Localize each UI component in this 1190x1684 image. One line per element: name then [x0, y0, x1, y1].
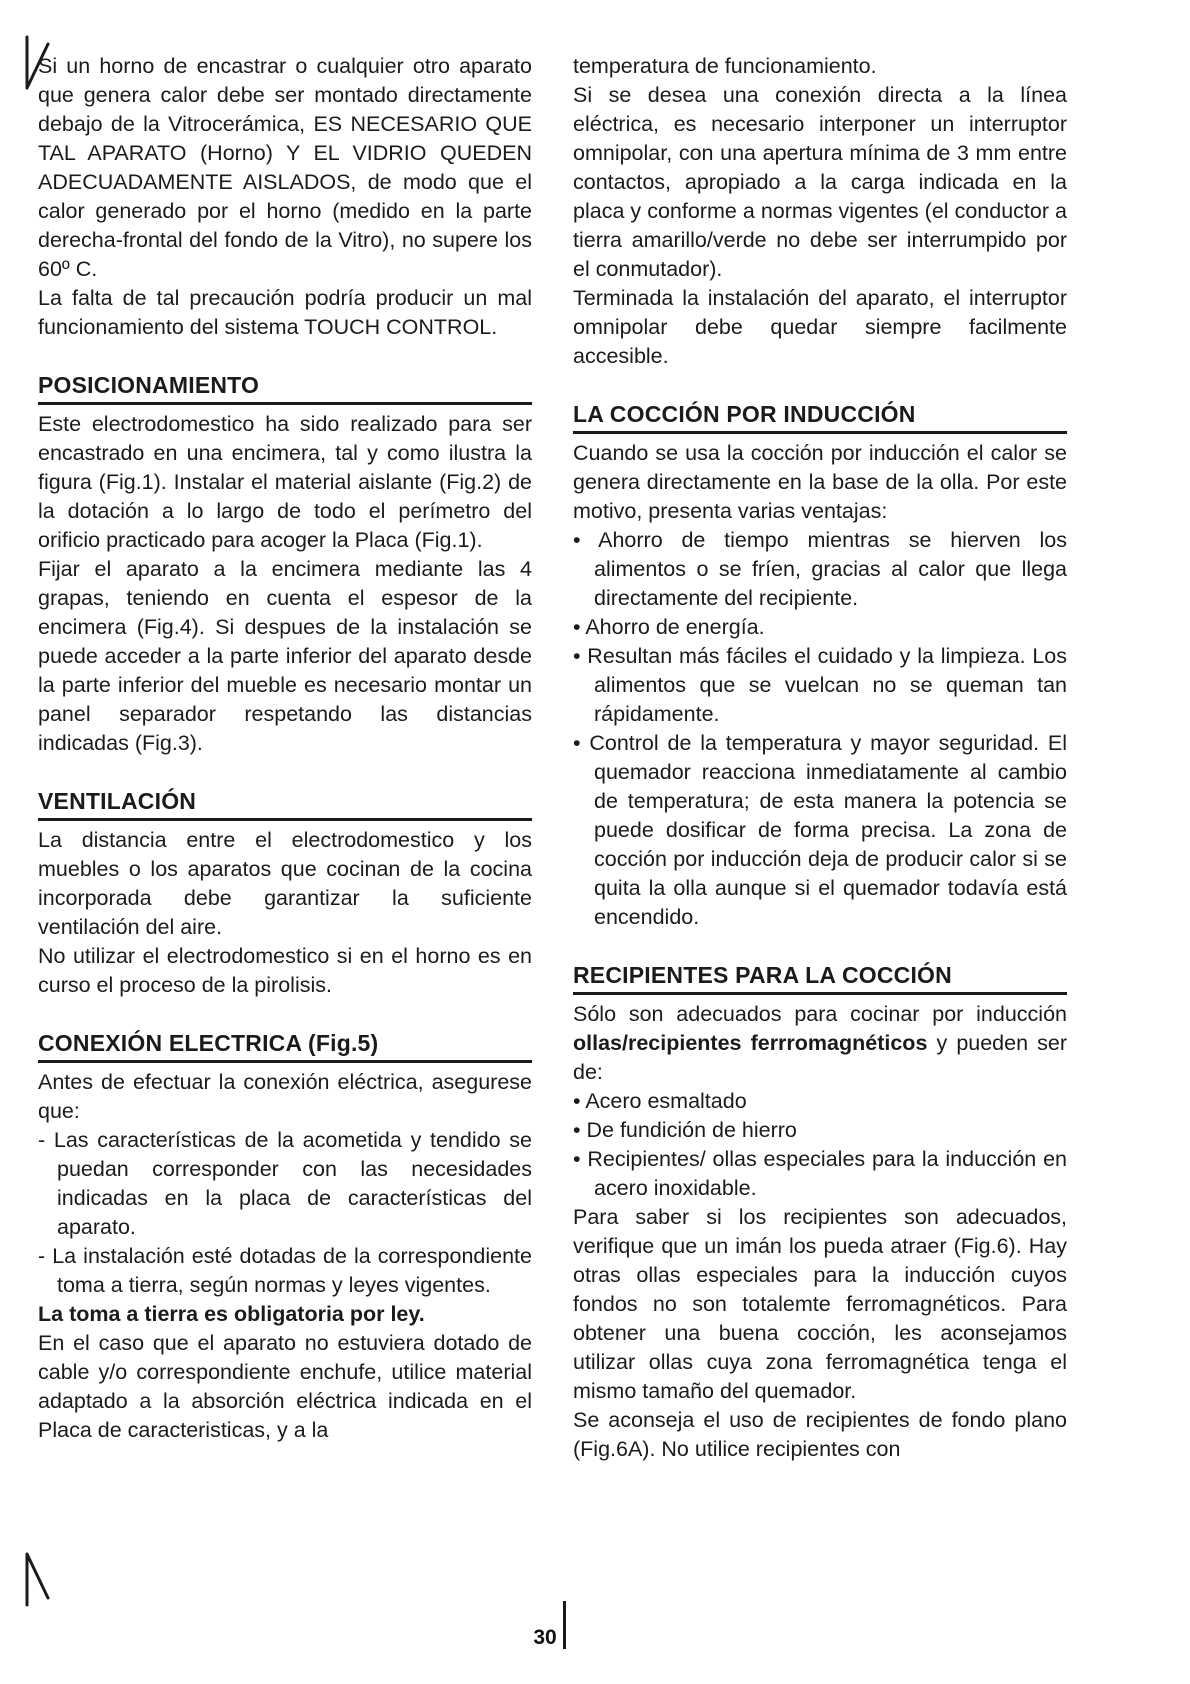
section-heading-ventilacion: VENTILACIÓN [38, 787, 532, 821]
dash-list-item: - La instalación esté dotadas de la correspondiente toma a tierra, según normas y leyes vigentes. [38, 1244, 532, 1297]
left-column [38, 52, 532, 1445]
paragraph: Si un horno de encastrar o cualquier otro aparato que genera calor debe ser montado directamente debajo de la Vitrocerámica, ES NECESARIO QUE TAL APARATO (Horno) Y EL VIDRIO QUEDEN ADECUADAMENTE AISLADOS, de modo que el calor generado por el horno (medido en la parte derecha-frontal del fondo de la Vitro), no supere los 60º C. [38, 54, 532, 281]
bullet-list-item: • Ahorro de tiempo mientras se hierven los alimentos o se fríen, gracias al calor que llega directamente del recipiente. [573, 528, 1067, 610]
paragraph: No utilizar el electrodomestico si en el horno es en curso el proceso de la pirolisis. [38, 944, 532, 997]
bottom-crop-mark [563, 1601, 566, 1649]
page-number: 30 [533, 1626, 557, 1649]
paragraph: Terminada la instalación del aparato, el interruptor omnipolar debe quedar siempre facilmente accesible. [573, 286, 1067, 368]
bold-statement: La toma a tierra es obligatoria por ley. [38, 1302, 425, 1326]
bullet-list-item: • Acero esmaltado [573, 1089, 747, 1113]
bullet-list-item: • Recipientes/ ollas especiales para la inducción en acero inoxidable. [573, 1147, 1067, 1200]
text-run: Sólo son adecuados para cocinar por inducción [573, 1002, 1067, 1026]
paragraph-mixed-bold [573, 1000, 1067, 1087]
dash-list-item: - Las características de la acometida y tendido se puedan corresponder con las necesidades indicadas en la placa de características del aparato. [38, 1128, 532, 1239]
paragraph: temperatura de funcionamiento. [573, 54, 877, 78]
section-heading-coccion-induccion: LA COCCIÓN POR INDUCCIÓN [573, 400, 1067, 434]
section-heading-conexion-electrica: CONEXIÓN ELECTRICA (Fig.5) [38, 1029, 532, 1063]
bold-text-run: ollas/recipientes ferrromagnéticos [573, 1031, 928, 1055]
paragraph: Cuando se usa la cocción por inducción el calor se genera directamente en la base de la olla. Por este motivo, presenta varias ventajas: [573, 441, 1067, 523]
paragraph: En el caso que el aparato no estuviera dotado de cable y/o correspondiente enchufe, utilice material adaptado a la absorción eléctrica indicada en el Placa de caracteristicas, y a la [38, 1331, 532, 1442]
paragraph: Antes de efectuar la conexión eléctrica, asegurese que: [38, 1070, 532, 1123]
paragraph: Para saber si los recipientes son adecuados, verifique que un imán los pueda atraer (Fig.6). Hay otras ollas especiales para la inducción cuyos fondos no son totalemte ferromagnéticos. Para obtener una buena cocción, les aconsejamos utilizar ollas cuya zona ferromagnética tenga el mismo tamaño del quemador. [573, 1205, 1067, 1403]
section-heading-posicionamiento: POSICIONAMIENTO [38, 371, 532, 405]
right-column [573, 52, 1067, 1464]
bullet-list-item: • Ahorro de energía. [573, 615, 765, 639]
paragraph: Este electrodomestico ha sido realizado para ser encastrado en una encimera, tal y como ilustra la figura (Fig.1). Instalar el material aislante (Fig.2) de la dotación a lo largo de todo el perímetro del orificio practicado para acoger la Placa (Fig.1). [38, 412, 532, 552]
paragraph: Se aconseja el uso de recipientes de fondo plano (Fig.6A). No utilice recipientes con [573, 1408, 1067, 1461]
paragraph: Fijar el aparato a la encimera mediante las 4 grapas, teniendo en cuenta el espesor de la encimera (Fig.4). Si despues de la instalación se puede acceder a la parte inferior del aparato desde la parte inferior del mueble es necesario montar un panel separador respetando las distancias indicadas (Fig.3). [38, 557, 532, 755]
bullet-list-item: • De fundición de hierro [573, 1118, 797, 1142]
paragraph: La distancia entre el electrodomestico y los muebles o los aparatos que cocinan de la cocina incorporada debe garantizar la suficiente ventilación del aire. [38, 828, 532, 939]
paragraph: La falta de tal precaución podría producir un mal funcionamiento del sistema TOUCH CONTROL. [38, 286, 532, 339]
paragraph: Si se desea una conexión directa a la línea eléctrica, es necesario interponer un interruptor omnipolar, con una apertura mínima de 3 mm entre contactos, apropiado a la carga indicada en la placa y conforme a normas vigentes (el conductor a tierra amarillo/verde no debe ser interrumpido por el conmutador). [573, 83, 1067, 281]
bullet-list-item: • Control de la temperatura y mayor seguridad. El quemador reacciona inmediatamente al cambio de temperatura; de esta manera la potencia se puede dosificar de forma precisa. La zona de cocción por inducción deja de producir calor si se quita la olla aunque si el quemador todavía está encendido. [573, 731, 1067, 929]
text-run: y pueden ser de: [573, 1031, 1068, 1084]
section-heading-recipientes: RECIPIENTES PARA LA COCCIÓN [573, 961, 1067, 995]
corner-crop-mark-bottom-left [20, 1550, 54, 1608]
bullet-list-item: • Resultan más fáciles el cuidado y la limpieza. Los alimentos que se vuelcan no se queman tan rápidamente. [573, 644, 1067, 726]
